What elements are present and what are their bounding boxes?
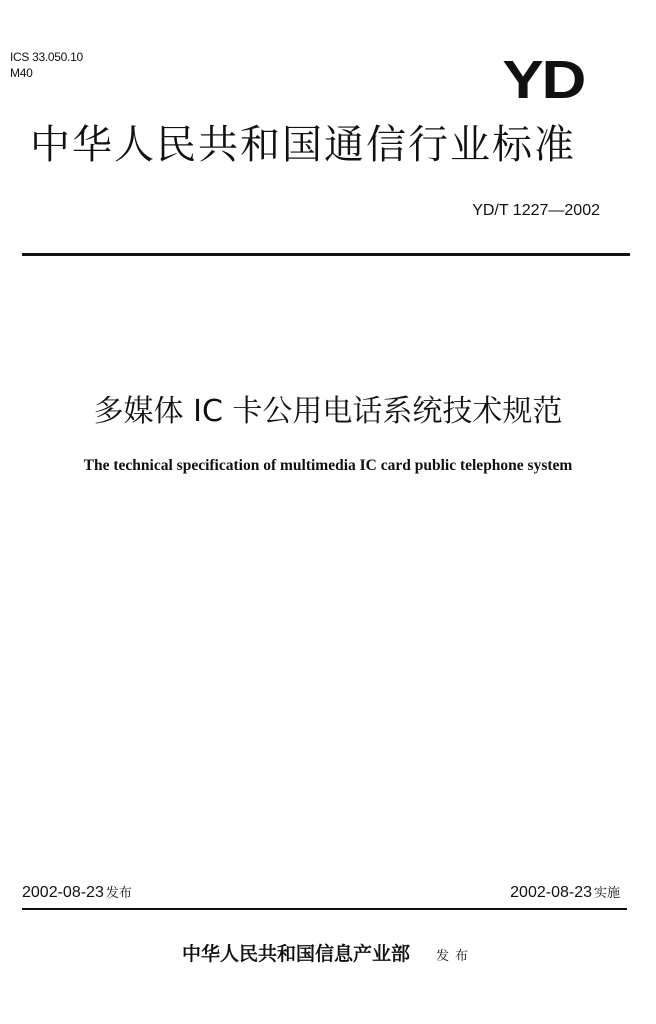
publisher-line bbox=[0, 940, 656, 968]
classification-code: M40 bbox=[10, 66, 33, 80]
yd-logo: YD bbox=[502, 50, 584, 110]
standard-number: YD/T 1227—2002 bbox=[472, 202, 600, 219]
publisher-suffix: 发布 bbox=[436, 949, 475, 964]
header-divider bbox=[22, 253, 630, 256]
effective-date-line bbox=[510, 883, 620, 904]
footer-divider bbox=[22, 908, 627, 910]
release-date: 2002-08-23 bbox=[22, 884, 104, 901]
document-title-chinese: 多媒体 IC 卡公用电话系统技术规范 bbox=[93, 394, 563, 429]
effective-date: 2002-08-23 bbox=[510, 884, 592, 901]
release-label: 发布 bbox=[105, 886, 132, 901]
standard-title: 中华人民共和国通信行业标准 bbox=[30, 122, 576, 168]
effective-label: 实施 bbox=[593, 886, 620, 901]
document-title-english: The technical specification of multimedia IC card public telephone system bbox=[83, 457, 573, 474]
release-date-line bbox=[22, 883, 132, 904]
publisher-name: 中华人民共和国信息产业部 bbox=[181, 943, 410, 965]
ics-code: ICS 33.050.10 bbox=[10, 50, 83, 64]
